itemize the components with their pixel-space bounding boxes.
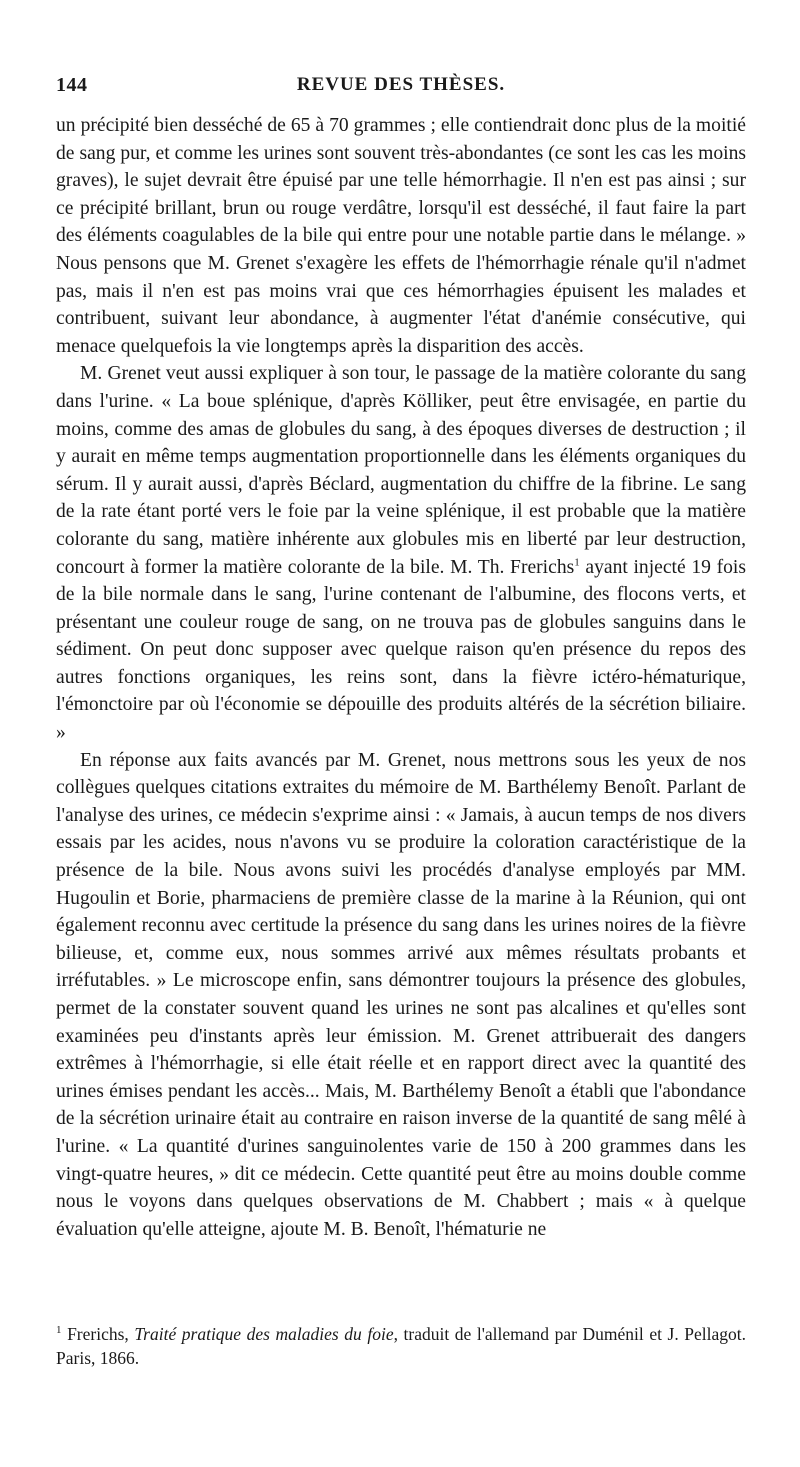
page-number: 144 (56, 74, 88, 96)
paragraph-3: En réponse aux faits avancés par M. Grenet, nous mettrons sous les yeux de nos collègues quelques citations extraites du mémoire de M. Barthélemy Benoît. Parlant de l'analyse des urines, ce médecin s'exprime ainsi : « Jamais, à aucun temps de nos divers essais par les acides, nous n'avons vu se produire la coloration caractéristique de la présence de la bile. Nous avons suivi les procédés d'analyse employés par MM. Hugoulin et Borie, pharmaciens de première classe de la marine à la Réunion, qui ont également reconnu avec certitude la présence du sang dans les urines noires de la fièvre bilieuse, et, comme eux, nous sommes arrivé aux mêmes résultats probants et irréfutables. » Le microscope enfin, sans démontrer toujours la présence des globules, permet de la constater souvent quand les urines ne sont pas alcalines et qu'elles sont examinées peu d'instants après leur émission. M. Grenet attribuerait des dangers extrêmes à l'hémorrhagie, si elle était réelle et en rapport direct avec la quantité des urines émises pendant les accès... Mais, M. Barthélemy Benoît a établi que l'abondance de la sécrétion urinaire était au contraire en raison inverse de la quantité de sang mêlé à l'urine. « La quantité d'urines sanguinolentes varie de 150 à 200 grammes dans les vingt-quatre heures, » dit ce médecin. Cette quantité peut être au moins double comme nous le voyons dans quelques observations de M. Chabbert ; mais « à quelque évaluation qu'elle atteigne, ajoute M. B. Benoît, l'hématurie ne (56, 749, 746, 1240)
body-text (56, 112, 746, 1243)
page-header (56, 74, 746, 104)
paragraph-2-text-b: ayant injecté 19 fois de la bile normale dans le sang, l'urine contenant de l'albumine, des flocons verts, et présentant une couleur rouge de sang, on ne trouva pas de globules sanguins dans le sédiment. On peut donc supposer avec quelque raison qu'en présence du repos des autres fonctions organiques, les reins sont, dans la fièvre ictéro-hématurique, l'émonctoire par où l'économie se dépouille des produits altérés de la sécrétion biliaire. » (56, 556, 746, 744)
paragraph-2-text-a: M. Grenet veut aussi expliquer à son tour, le passage de la matière colorante du sang dans l'urine. « La boue splénique, d'après Kölliker, peut être envisagée, en partie du moins, comme des amas de globules du sang, à des époques diverses de destruction ; il y aurait en même temps augmentation proportionnelle dans les éléments organiques du sérum. Il y aurait aussi, d'après Béclard, augmentation du chiffre de la fibrine. Le sang de la rate étant porté vers le foie par la veine splénique, il est probable que la matière colorante du sang, matière inhérente aux globules mis en liberté par leur destruction, concourt à former la matière colorante de la bile. M. Th. Frerichs (56, 363, 746, 578)
footnote (56, 1318, 746, 1370)
footnote-book-title: Traité pratique des maladies du foie (134, 1323, 394, 1344)
paragraph-2 (56, 360, 746, 746)
paragraph-1: un précipité bien desséché de 65 à 70 grammes ; elle contiendrait donc plus de la moitié de sang pur, et comme les urines sont souvent très-abondantes (ce sont les cas les moins graves), le sujet devrait être épuisé par une telle hémorrhagie. Il n'en est pas ainsi ; sur ce précipité brillant, brun ou rouge verdâtre, lorsqu'il est desséché, il faut faire la part des éléments coagulables de la bile qui entre pour une notable partie dans le mélange. » Nous pensons que M. Grenet s'exagère les effets de l'hémorrhagie rénale qu'il n'admet pas, mais il n'en est pas moins vrai que ces hémorrhagies épuisent les malades et contribuent, suivant leur abondance, à augmenter l'état d'anémie consécutive, qui menace quelquefois la vie longtemps après la disparition des accès. (56, 115, 746, 357)
running-title: REVUE DES THÈSES. (296, 74, 506, 95)
footnote-author: Frerichs, (67, 1323, 129, 1344)
footnote-reference: 1 (574, 555, 580, 568)
footnote-details: , traduit de l'allemand par Duménil et J. Pellagot. Paris, 1866. (56, 1323, 747, 1368)
footnote-marker: 1 (56, 1324, 62, 1336)
